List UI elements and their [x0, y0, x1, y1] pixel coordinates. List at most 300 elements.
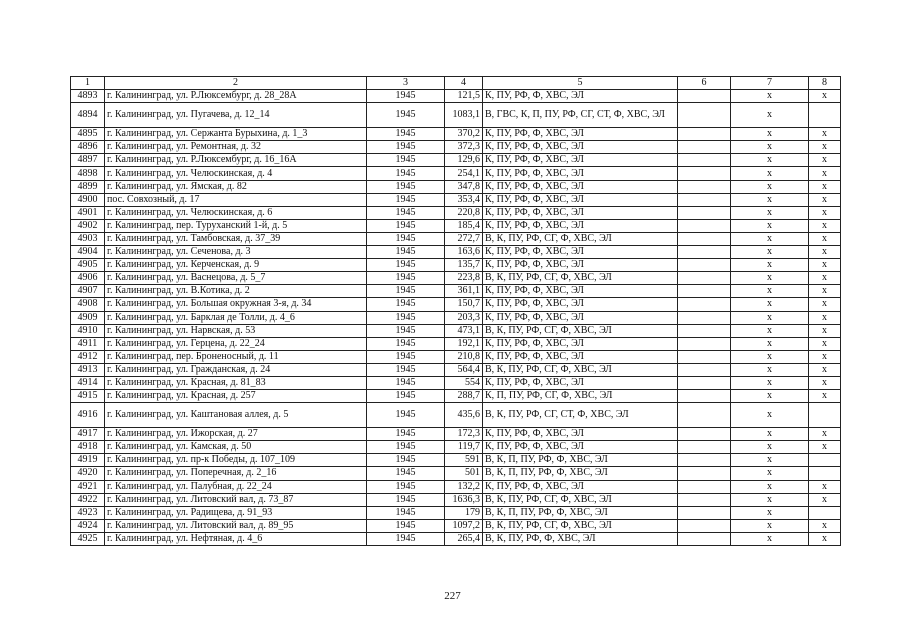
- address-cell: г. Калининград, ул. Литовский вал, д. 89_95: [105, 519, 367, 532]
- area-cell: 554: [445, 376, 483, 389]
- col6-cell: [678, 337, 731, 350]
- address-cell: г. Калининград, ул. Каштановая аллея, д. 5: [105, 403, 367, 428]
- utilities-cell: В, К, ПУ, РФ, СГ, Ф, ХВС, ЭЛ: [483, 519, 678, 532]
- area-cell: 179: [445, 506, 483, 519]
- area-cell: 203,3: [445, 311, 483, 324]
- area-cell: 347,8: [445, 180, 483, 193]
- table-row: [71, 128, 841, 141]
- col7-cell: х: [731, 467, 809, 480]
- year-cell: 1945: [367, 180, 445, 193]
- col7-cell: х: [731, 403, 809, 428]
- table-row: [71, 272, 841, 285]
- address-cell: г. Калининград, пер. Броненосный, д. 11: [105, 350, 367, 363]
- col6-cell: [678, 480, 731, 493]
- col6-cell: [678, 376, 731, 389]
- table-row: [71, 232, 841, 245]
- col8-cell: х: [809, 350, 841, 363]
- address-cell: г. Калининград, ул. Р.Люксембург, д. 28_28А: [105, 90, 367, 103]
- table-row: [71, 454, 841, 467]
- area-cell: 129,6: [445, 154, 483, 167]
- col7-cell: х: [731, 259, 809, 272]
- column-header: 5: [483, 77, 678, 90]
- table-row: [71, 193, 841, 206]
- year-cell: 1945: [367, 441, 445, 454]
- address-cell: г. Калининград, ул. Керченская, д. 9: [105, 259, 367, 272]
- utilities-cell: К, ПУ, РФ, Ф, ХВС, ЭЛ: [483, 206, 678, 219]
- address-cell: г. Калининград, ул. Челюскинская, д. 4: [105, 167, 367, 180]
- address-cell: г. Калининград, ул. Ямская, д. 82: [105, 180, 367, 193]
- row-number: 4911: [71, 337, 105, 350]
- year-cell: 1945: [367, 532, 445, 545]
- year-cell: 1945: [367, 141, 445, 154]
- row-number: 4900: [71, 193, 105, 206]
- row-number: 4923: [71, 506, 105, 519]
- address-cell: г. Калининград, ул. Тамбовская, д. 37_39: [105, 232, 367, 245]
- col6-cell: [678, 193, 731, 206]
- address-cell: г. Калининград, ул. Ремонтная, д. 32: [105, 141, 367, 154]
- area-cell: 473,1: [445, 324, 483, 337]
- table-row: [71, 350, 841, 363]
- row-number: 4925: [71, 532, 105, 545]
- row-number: 4920: [71, 467, 105, 480]
- utilities-cell: К, ПУ, РФ, Ф, ХВС, ЭЛ: [483, 219, 678, 232]
- row-number: 4896: [71, 141, 105, 154]
- year-cell: 1945: [367, 103, 445, 128]
- col6-cell: [678, 141, 731, 154]
- area-cell: 435,6: [445, 403, 483, 428]
- col7-cell: х: [731, 454, 809, 467]
- table-row: [71, 390, 841, 403]
- col6-cell: [678, 441, 731, 454]
- table-row: [71, 311, 841, 324]
- col7-cell: х: [731, 363, 809, 376]
- address-cell: г. Калининград, ул. Барклая де Толли, д. 4_6: [105, 311, 367, 324]
- col6-cell: [678, 467, 731, 480]
- address-cell: г. Калининград, ул. Поперечная, д. 2_16: [105, 467, 367, 480]
- row-number: 4908: [71, 298, 105, 311]
- year-cell: 1945: [367, 259, 445, 272]
- utilities-cell: К, ПУ, РФ, Ф, ХВС, ЭЛ: [483, 90, 678, 103]
- col7-cell: х: [731, 390, 809, 403]
- col8-cell: х: [809, 167, 841, 180]
- year-cell: 1945: [367, 390, 445, 403]
- row-number: 4910: [71, 324, 105, 337]
- area-cell: 121,5: [445, 90, 483, 103]
- row-number: 4919: [71, 454, 105, 467]
- col6-cell: [678, 532, 731, 545]
- col8-cell: [809, 403, 841, 428]
- col6-cell: [678, 128, 731, 141]
- col7-cell: х: [731, 480, 809, 493]
- address-cell: г. Калининград, ул. Красная, д. 257: [105, 390, 367, 403]
- col8-cell: х: [809, 232, 841, 245]
- year-cell: 1945: [367, 403, 445, 428]
- utilities-cell: К, ПУ, РФ, Ф, ХВС, ЭЛ: [483, 154, 678, 167]
- row-number: 4902: [71, 219, 105, 232]
- table-row: [71, 167, 841, 180]
- year-cell: 1945: [367, 154, 445, 167]
- col8-cell: х: [809, 154, 841, 167]
- address-cell: г. Калининград, ул. Р.Люксембург, д. 16_16А: [105, 154, 367, 167]
- col7-cell: х: [731, 376, 809, 389]
- address-cell: г. Калининград, ул. Камская, д. 50: [105, 441, 367, 454]
- utilities-cell: К, ПУ, РФ, Ф, ХВС, ЭЛ: [483, 141, 678, 154]
- row-number: 4897: [71, 154, 105, 167]
- area-cell: 288,7: [445, 390, 483, 403]
- col8-cell: х: [809, 298, 841, 311]
- area-cell: 272,7: [445, 232, 483, 245]
- year-cell: 1945: [367, 272, 445, 285]
- utilities-cell: К, ПУ, РФ, Ф, ХВС, ЭЛ: [483, 337, 678, 350]
- col6-cell: [678, 363, 731, 376]
- col8-cell: х: [809, 272, 841, 285]
- col6-cell: [678, 428, 731, 441]
- col8-cell: х: [809, 390, 841, 403]
- col6-cell: [678, 454, 731, 467]
- area-cell: 1097,2: [445, 519, 483, 532]
- area-cell: 372,3: [445, 141, 483, 154]
- table-row: [71, 246, 841, 259]
- col8-cell: х: [809, 519, 841, 532]
- year-cell: 1945: [367, 246, 445, 259]
- row-number: 4904: [71, 246, 105, 259]
- address-register-table: [70, 76, 841, 546]
- col6-cell: [678, 506, 731, 519]
- utilities-cell: К, ПУ, РФ, Ф, ХВС, ЭЛ: [483, 128, 678, 141]
- utilities-cell: В, К, ПУ, РФ, Ф, ХВС, ЭЛ: [483, 532, 678, 545]
- row-number: 4912: [71, 350, 105, 363]
- col6-cell: [678, 206, 731, 219]
- col7-cell: х: [731, 441, 809, 454]
- column-header: 2: [105, 77, 367, 90]
- col6-cell: [678, 154, 731, 167]
- column-header: 1: [71, 77, 105, 90]
- year-cell: 1945: [367, 285, 445, 298]
- utilities-cell: К, ПУ, РФ, Ф, ХВС, ЭЛ: [483, 376, 678, 389]
- utilities-cell: В, К, П, ПУ, РФ, Ф, ХВС, ЭЛ: [483, 506, 678, 519]
- col7-cell: х: [731, 141, 809, 154]
- address-cell: г. Калининград, ул. Ижорская, д. 27: [105, 428, 367, 441]
- col8-cell: [809, 467, 841, 480]
- col7-cell: х: [731, 532, 809, 545]
- year-cell: 1945: [367, 167, 445, 180]
- area-cell: 119,7: [445, 441, 483, 454]
- year-cell: 1945: [367, 232, 445, 245]
- col8-cell: х: [809, 480, 841, 493]
- header-row: [71, 77, 841, 90]
- table-row: [71, 141, 841, 154]
- col8-cell: х: [809, 363, 841, 376]
- utilities-cell: К, ПУ, РФ, Ф, ХВС, ЭЛ: [483, 441, 678, 454]
- address-cell: г. Калининград, пер. Туруханский 1-й, д. 5: [105, 219, 367, 232]
- area-cell: 223,8: [445, 272, 483, 285]
- col8-cell: х: [809, 193, 841, 206]
- utilities-cell: К, ПУ, РФ, Ф, ХВС, ЭЛ: [483, 350, 678, 363]
- utilities-cell: К, ПУ, РФ, Ф, ХВС, ЭЛ: [483, 428, 678, 441]
- area-cell: 1083,1: [445, 103, 483, 128]
- column-header: 4: [445, 77, 483, 90]
- col7-cell: х: [731, 219, 809, 232]
- table-row: [71, 285, 841, 298]
- utilities-cell: К, ПУ, РФ, Ф, ХВС, ЭЛ: [483, 285, 678, 298]
- table-row: [71, 467, 841, 480]
- address-cell: г. Калининград, ул. В.Котика, д. 2: [105, 285, 367, 298]
- col6-cell: [678, 493, 731, 506]
- col7-cell: х: [731, 324, 809, 337]
- col8-cell: х: [809, 128, 841, 141]
- column-header: 3: [367, 77, 445, 90]
- year-cell: 1945: [367, 90, 445, 103]
- col7-cell: х: [731, 193, 809, 206]
- col7-cell: х: [731, 180, 809, 193]
- col8-cell: х: [809, 246, 841, 259]
- utilities-cell: К, ПУ, РФ, Ф, ХВС, ЭЛ: [483, 259, 678, 272]
- utilities-cell: В, К, ПУ, РФ, СГ, Ф, ХВС, ЭЛ: [483, 363, 678, 376]
- utilities-cell: К, ПУ, РФ, Ф, ХВС, ЭЛ: [483, 180, 678, 193]
- col7-cell: х: [731, 311, 809, 324]
- address-cell: г. Калининград, ул. Нефтяная, д. 4_6: [105, 532, 367, 545]
- table-row: [71, 180, 841, 193]
- col8-cell: [809, 454, 841, 467]
- col6-cell: [678, 219, 731, 232]
- col6-cell: [678, 285, 731, 298]
- address-cell: г. Калининград, ул. Палубная, д. 22_24: [105, 480, 367, 493]
- year-cell: 1945: [367, 467, 445, 480]
- row-number: 4918: [71, 441, 105, 454]
- row-number: 4907: [71, 285, 105, 298]
- table-row: [71, 103, 841, 128]
- area-cell: 150,7: [445, 298, 483, 311]
- row-number: 4921: [71, 480, 105, 493]
- year-cell: 1945: [367, 206, 445, 219]
- utilities-cell: К, ПУ, РФ, Ф, ХВС, ЭЛ: [483, 167, 678, 180]
- year-cell: 1945: [367, 128, 445, 141]
- col7-cell: х: [731, 519, 809, 532]
- col6-cell: [678, 519, 731, 532]
- address-cell: г. Калининград, ул. Пугачева, д. 12_14: [105, 103, 367, 128]
- address-cell: г. Калининград, ул. Гражданская, д. 24: [105, 363, 367, 376]
- area-cell: 210,8: [445, 350, 483, 363]
- row-number: 4922: [71, 493, 105, 506]
- year-cell: 1945: [367, 363, 445, 376]
- col8-cell: [809, 506, 841, 519]
- col8-cell: х: [809, 259, 841, 272]
- row-number: 4895: [71, 128, 105, 141]
- year-cell: 1945: [367, 311, 445, 324]
- col7-cell: х: [731, 128, 809, 141]
- col8-cell: х: [809, 441, 841, 454]
- col8-cell: х: [809, 141, 841, 154]
- col8-cell: х: [809, 324, 841, 337]
- address-cell: г. Калининград, ул. Красная, д. 81_83: [105, 376, 367, 389]
- area-cell: 163,6: [445, 246, 483, 259]
- col7-cell: х: [731, 246, 809, 259]
- utilities-cell: В, К, ПУ, РФ, СГ, Ф, ХВС, ЭЛ: [483, 272, 678, 285]
- col7-cell: х: [731, 493, 809, 506]
- table-row: [71, 519, 841, 532]
- col7-cell: х: [731, 337, 809, 350]
- col6-cell: [678, 90, 731, 103]
- utilities-cell: К, П, ПУ, РФ, СГ, Ф, ХВС, ЭЛ: [483, 390, 678, 403]
- area-cell: 135,7: [445, 259, 483, 272]
- page-number: 227: [444, 590, 461, 602]
- address-cell: г. Калининград, ул. Нарвская, д. 53: [105, 324, 367, 337]
- col7-cell: х: [731, 350, 809, 363]
- table-body: [71, 77, 841, 546]
- address-cell: г. Калининград, ул. Герцена, д. 22_24: [105, 337, 367, 350]
- utilities-cell: В, К, П, ПУ, РФ, Ф, ХВС, ЭЛ: [483, 454, 678, 467]
- col8-cell: х: [809, 206, 841, 219]
- utilities-cell: К, ПУ, РФ, Ф, ХВС, ЭЛ: [483, 298, 678, 311]
- table-row: [71, 90, 841, 103]
- year-cell: 1945: [367, 193, 445, 206]
- table-row: [71, 324, 841, 337]
- col6-cell: [678, 390, 731, 403]
- col6-cell: [678, 259, 731, 272]
- col7-cell: х: [731, 206, 809, 219]
- area-cell: 353,4: [445, 193, 483, 206]
- column-header: 8: [809, 77, 841, 90]
- year-cell: 1945: [367, 298, 445, 311]
- area-cell: 254,1: [445, 167, 483, 180]
- utilities-cell: В, К, ПУ, РФ, СГ, Ф, ХВС, ЭЛ: [483, 324, 678, 337]
- area-cell: 172,3: [445, 428, 483, 441]
- year-cell: 1945: [367, 493, 445, 506]
- col7-cell: х: [731, 90, 809, 103]
- col7-cell: х: [731, 232, 809, 245]
- row-number: 4894: [71, 103, 105, 128]
- address-cell: г. Калининград, ул. Литовский вал, д. 73_87: [105, 493, 367, 506]
- col6-cell: [678, 311, 731, 324]
- col6-cell: [678, 232, 731, 245]
- area-cell: 591: [445, 454, 483, 467]
- row-number: 4924: [71, 519, 105, 532]
- area-cell: 564,4: [445, 363, 483, 376]
- table-row: [71, 259, 841, 272]
- col8-cell: х: [809, 428, 841, 441]
- address-cell: г. Калининград, ул. Васнецова, д. 5_7: [105, 272, 367, 285]
- col8-cell: х: [809, 311, 841, 324]
- address-cell: г. Калининград, ул. Челюскинская, д. 6: [105, 206, 367, 219]
- area-cell: 265,4: [445, 532, 483, 545]
- table-row: [71, 337, 841, 350]
- area-cell: 370,2: [445, 128, 483, 141]
- col6-cell: [678, 180, 731, 193]
- col8-cell: х: [809, 532, 841, 545]
- row-number: 4917: [71, 428, 105, 441]
- year-cell: 1945: [367, 350, 445, 363]
- table-row: [71, 403, 841, 428]
- area-cell: 132,2: [445, 480, 483, 493]
- row-number: 4893: [71, 90, 105, 103]
- col8-cell: х: [809, 337, 841, 350]
- utilities-cell: К, ПУ, РФ, Ф, ХВС, ЭЛ: [483, 311, 678, 324]
- col8-cell: х: [809, 285, 841, 298]
- col7-cell: х: [731, 167, 809, 180]
- address-cell: г. Калининград, ул. Сеченова, д. 3: [105, 246, 367, 259]
- address-cell: г. Калининград, ул. Большая окружная 3-я, д. 34: [105, 298, 367, 311]
- area-cell: 1636,3: [445, 493, 483, 506]
- utilities-cell: К, ПУ, РФ, Ф, ХВС, ЭЛ: [483, 480, 678, 493]
- year-cell: 1945: [367, 219, 445, 232]
- col6-cell: [678, 324, 731, 337]
- col6-cell: [678, 272, 731, 285]
- table-row: [71, 480, 841, 493]
- utilities-cell: В, К, ПУ, РФ, СГ, Ф, ХВС, ЭЛ: [483, 493, 678, 506]
- area-cell: 361,1: [445, 285, 483, 298]
- address-cell: г. Калининград, ул. пр-к Победы, д. 107_109: [105, 454, 367, 467]
- col7-cell: х: [731, 272, 809, 285]
- address-cell: г. Калининград, ул. Радищева, д. 91_93: [105, 506, 367, 519]
- col8-cell: х: [809, 90, 841, 103]
- row-number: 4909: [71, 311, 105, 324]
- col7-cell: х: [731, 506, 809, 519]
- table-row: [71, 363, 841, 376]
- column-header: 7: [731, 77, 809, 90]
- table-row: [71, 441, 841, 454]
- row-number: 4898: [71, 167, 105, 180]
- utilities-cell: К, ПУ, РФ, Ф, ХВС, ЭЛ: [483, 246, 678, 259]
- col7-cell: х: [731, 285, 809, 298]
- table-row: [71, 493, 841, 506]
- row-number: 4899: [71, 180, 105, 193]
- area-cell: 220,8: [445, 206, 483, 219]
- area-cell: 185,4: [445, 219, 483, 232]
- address-cell: пос. Совхозный, д. 17: [105, 193, 367, 206]
- table-row: [71, 376, 841, 389]
- row-number: 4905: [71, 259, 105, 272]
- col7-cell: х: [731, 103, 809, 128]
- year-cell: 1945: [367, 324, 445, 337]
- year-cell: 1945: [367, 480, 445, 493]
- utilities-cell: В, К, ПУ, РФ, СГ, СТ, Ф, ХВС, ЭЛ: [483, 403, 678, 428]
- col6-cell: [678, 246, 731, 259]
- col6-cell: [678, 403, 731, 428]
- row-number: 4915: [71, 390, 105, 403]
- year-cell: 1945: [367, 519, 445, 532]
- utilities-cell: В, К, ПУ, РФ, СГ, Ф, ХВС, ЭЛ: [483, 232, 678, 245]
- table-row: [71, 206, 841, 219]
- row-number: 4916: [71, 403, 105, 428]
- row-number: 4906: [71, 272, 105, 285]
- col8-cell: х: [809, 493, 841, 506]
- year-cell: 1945: [367, 337, 445, 350]
- col7-cell: х: [731, 428, 809, 441]
- utilities-cell: В, ГВС, К, П, ПУ, РФ, СГ, СТ, Ф, ХВС, ЭЛ: [483, 103, 678, 128]
- table-row: [71, 219, 841, 232]
- col6-cell: [678, 103, 731, 128]
- col6-cell: [678, 167, 731, 180]
- area-cell: 192,1: [445, 337, 483, 350]
- year-cell: 1945: [367, 376, 445, 389]
- row-number: 4901: [71, 206, 105, 219]
- col6-cell: [678, 298, 731, 311]
- year-cell: 1945: [367, 506, 445, 519]
- row-number: 4914: [71, 376, 105, 389]
- address-cell: г. Калининград, ул. Сержанта Бурыхина, д. 1_3: [105, 128, 367, 141]
- col7-cell: х: [731, 154, 809, 167]
- table-row: [71, 298, 841, 311]
- utilities-cell: К, ПУ, РФ, Ф, ХВС, ЭЛ: [483, 193, 678, 206]
- utilities-cell: В, К, П, ПУ, РФ, Ф, ХВС, ЭЛ: [483, 467, 678, 480]
- row-number: 4913: [71, 363, 105, 376]
- year-cell: 1945: [367, 454, 445, 467]
- year-cell: 1945: [367, 428, 445, 441]
- table-row: [71, 154, 841, 167]
- col8-cell: х: [809, 376, 841, 389]
- row-number: 4903: [71, 232, 105, 245]
- col8-cell: х: [809, 219, 841, 232]
